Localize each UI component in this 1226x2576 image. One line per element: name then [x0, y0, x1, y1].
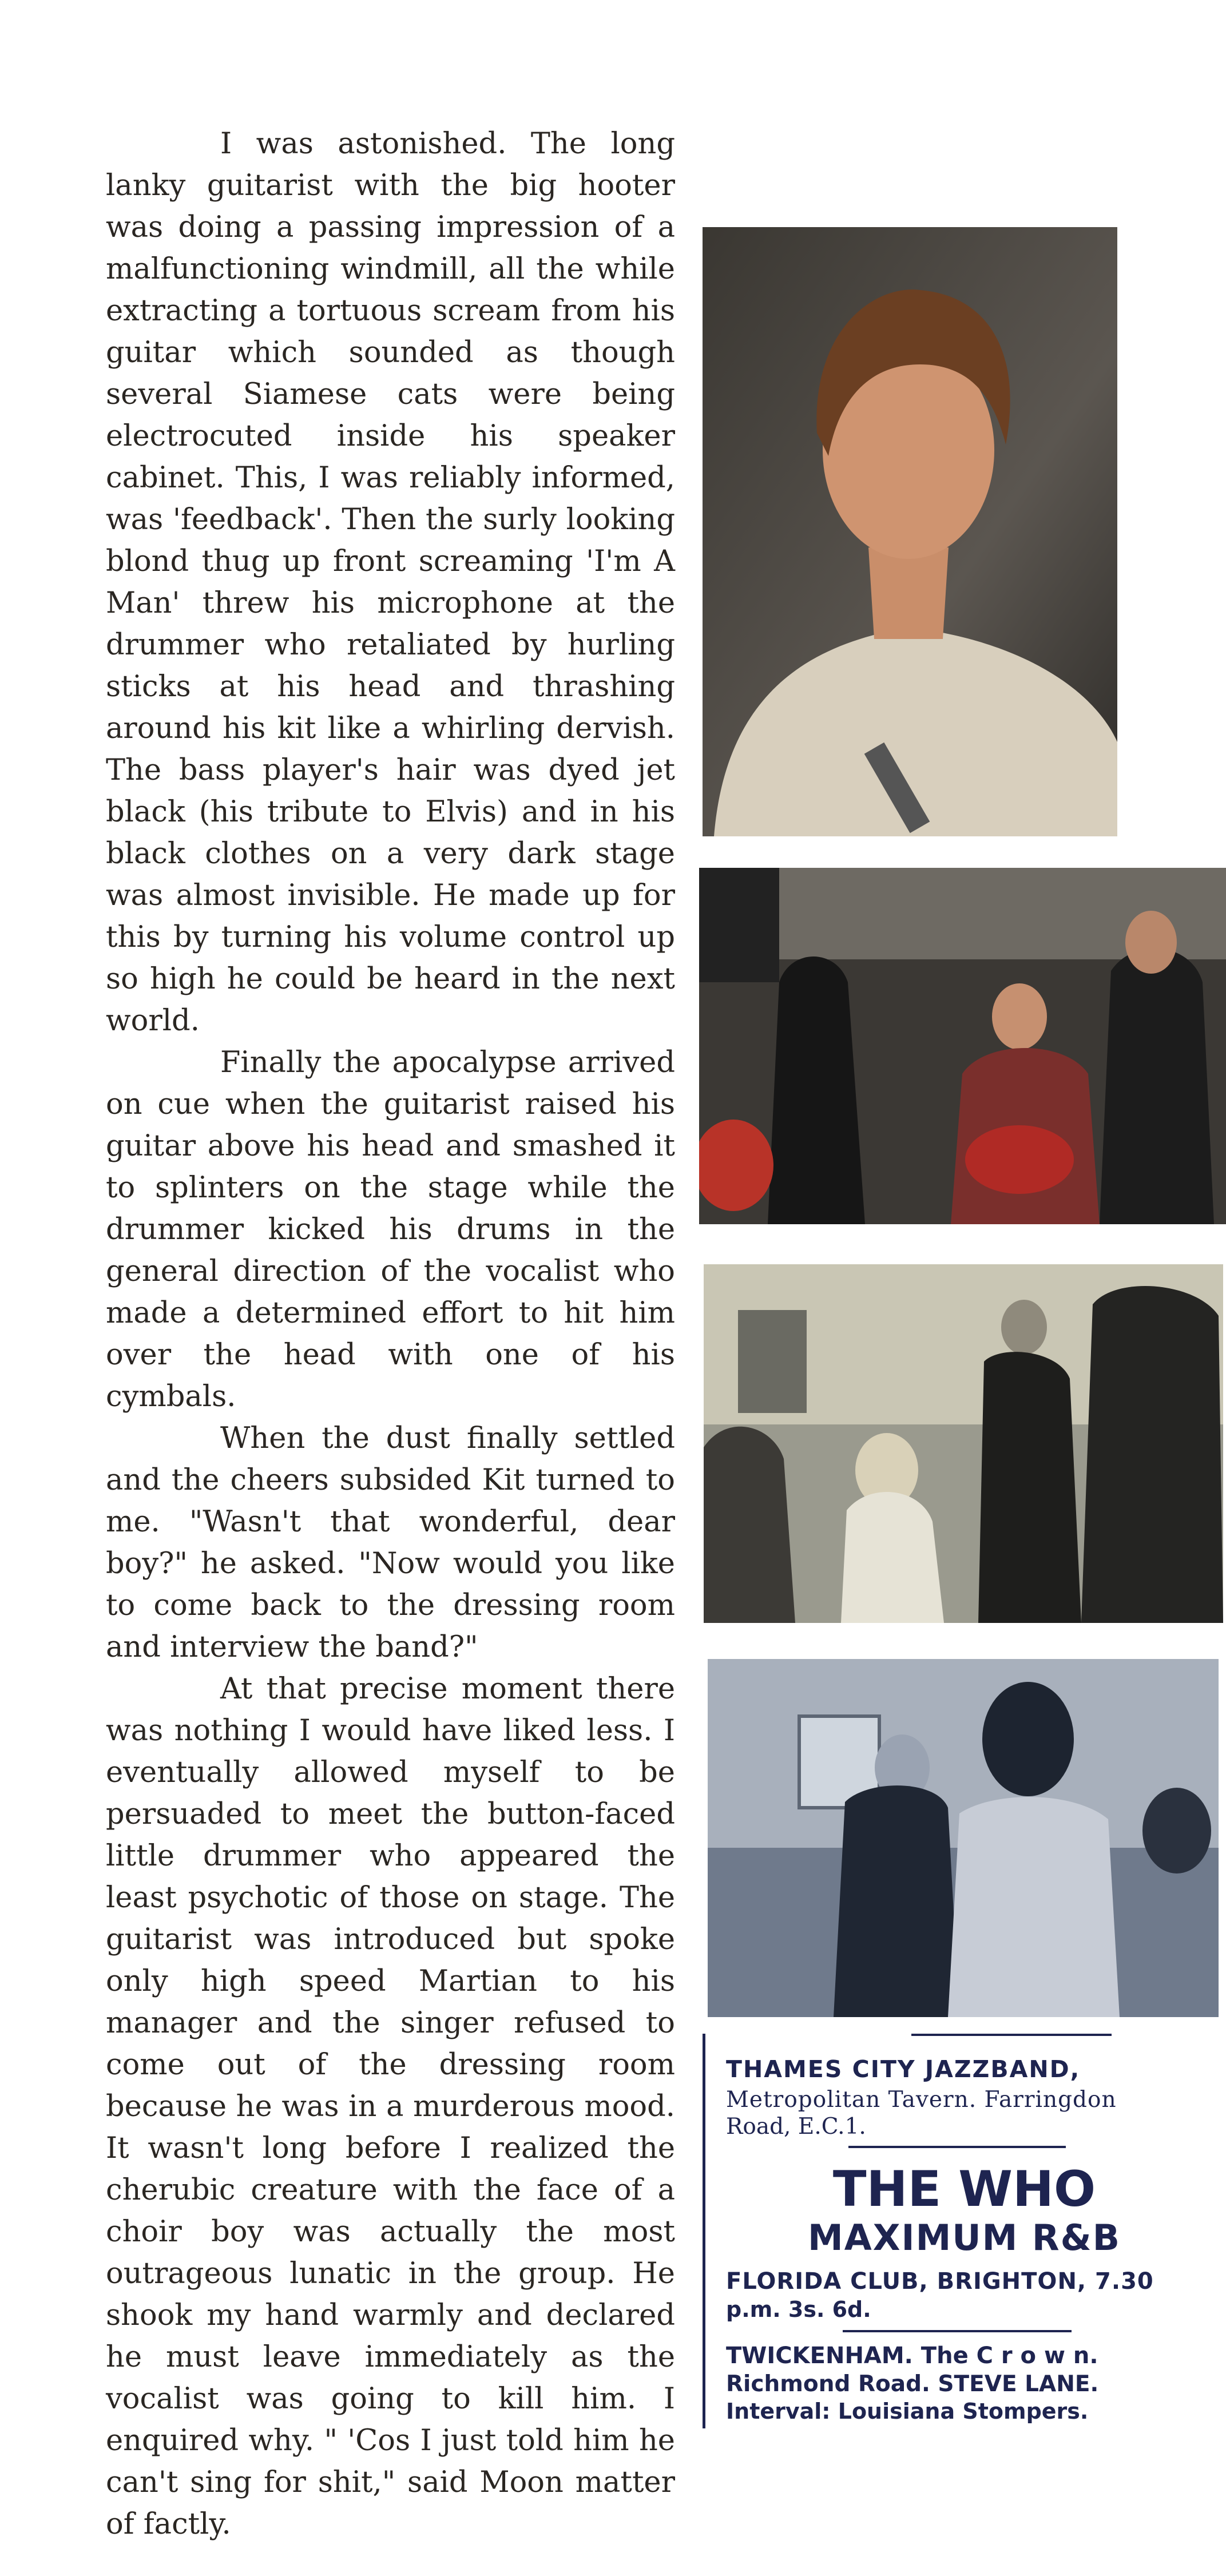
dressing-room-photo: [704, 1264, 1223, 1623]
article-text: [106, 123, 675, 2545]
band-on-stage-photo: [699, 868, 1226, 1224]
band-tagline: MAXIMUM R&B: [808, 2217, 1121, 2259]
listing-line-7: Richmond Road. STEVE LANE.: [726, 2371, 1099, 2397]
listing-line-1: THAMES CITY JAZZBAND,: [726, 2055, 1081, 2083]
paragraph-4: At that precise moment there was nothing I would have liked less. I eventually allowed myself to be persuaded to meet the button-faced little drummer who appeared the least psychotic of those on stage. The guitarist was introduced but spoke only high speed Martian to his manager and the singer refused to come out of the dressing room because he was in a murderous mood. It wasn't long before I realized the cherubic creature with the face of a choir boy was actually the most outrageous lunatic in the group. He shook my hand warmly and declared he must leave immediately as the vocalist was going to kill him. I enquired why. " 'Cos I just told him he can't sing for shit," said Moon matter of factly.: [106, 1672, 675, 2541]
divider: [911, 2034, 1112, 2036]
divider: [843, 2330, 1072, 2332]
listing-line-8: Interval: Louisiana Stompers.: [726, 2399, 1089, 2424]
listing-line-2: Metropolitan Tavern. Farringdon: [726, 2087, 1117, 2113]
listing-line-6: TWICKENHAM. The C r o w n.: [726, 2343, 1098, 2369]
listing-line-3: Road, E.C.1.: [726, 2114, 866, 2140]
paragraph-3: When the dust finally settled and the cheers subsided Kit turned to me. "Wasn't that wonderful, dear boy?" he asked. "Now would you like to come back to the dressing room and interview the band?": [106, 1422, 675, 1664]
gig-listing-advert: [703, 2034, 1223, 2428]
singer-portrait-photo: [703, 227, 1117, 836]
listing-line-5: p.m. 3s. 6d.: [726, 2297, 871, 2322]
paragraph-1: I was astonished. The long lanky guitarist with the big hooter was doing a passing impression of a malfunctioning windmill, all the while extracting a tortuous scream from his guitar which sounded as though several Siamese cats were being electrocuted inside his speaker cabinet. This, I was reliably informed, was 'feedback'. Then the surly looking blond thug up front screaming 'I'm A Man' threw his microphone at the drummer who retaliated by hurling sticks at his head and thrashing around his kit like a whirling dervish. The bass player's hair was dyed jet black (his tribute to Elvis) and in his black clothes on a very dark stage was almost invisible. He made up for this by turning his volume control up so high he could be heard in the next world.: [106, 127, 675, 1038]
band-backstage-photo: [708, 1659, 1219, 2017]
band-name: THE WHO: [832, 2161, 1096, 2218]
paragraph-2: Finally the apocalypse arrived on cue when the guitarist raised his guitar above his head and smashed it to splinters on the stage while the drummer kicked his drums in the general direction of the vocalist who made a determined effort to hit him over the head with one of his cymbals.: [106, 1046, 675, 1414]
listing-line-4: FLORIDA CLUB, BRIGHTON, 7.30: [726, 2268, 1154, 2295]
divider: [848, 2146, 1066, 2148]
